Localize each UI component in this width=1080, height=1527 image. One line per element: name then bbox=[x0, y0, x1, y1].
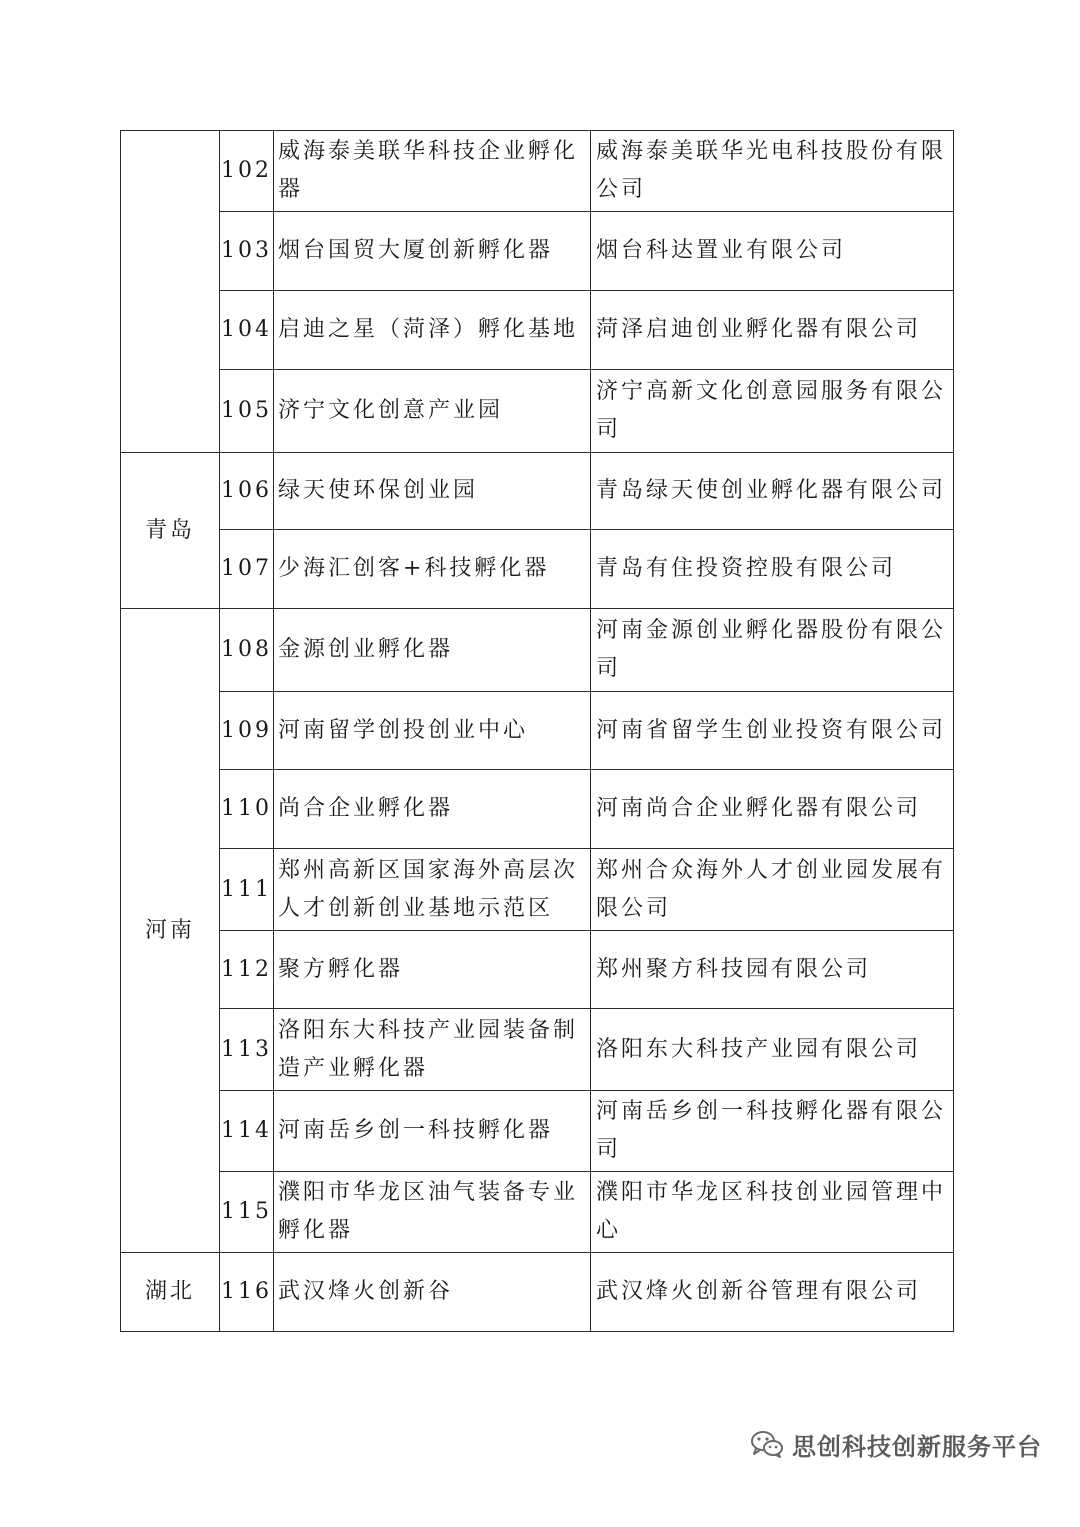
row-number: 103 bbox=[220, 212, 274, 291]
operating-company: 济宁高新文化创意园服务有限公司 bbox=[591, 370, 954, 453]
table-row bbox=[121, 1009, 954, 1091]
region-cell-henan: 河南 bbox=[121, 609, 220, 1253]
table-row bbox=[121, 931, 954, 1009]
row-number: 113 bbox=[220, 1009, 274, 1091]
operating-company: 郑州合众海外人才创业园发展有限公司 bbox=[591, 849, 954, 931]
incubator-name: 威海泰美联华科技企业孵化器 bbox=[274, 131, 591, 212]
operating-company: 菏泽启迪创业孵化器有限公司 bbox=[591, 291, 954, 370]
incubator-name: 河南岳乡创一科技孵化器 bbox=[274, 1091, 591, 1172]
incubator-list-table bbox=[120, 130, 954, 1332]
table-row bbox=[121, 609, 954, 692]
operating-company: 洛阳东大科技产业园有限公司 bbox=[591, 1009, 954, 1091]
table-row bbox=[121, 370, 954, 453]
incubator-name: 濮阳市华龙区油气装备专业孵化器 bbox=[274, 1172, 591, 1253]
table-row bbox=[121, 453, 954, 530]
incubator-name: 金源创业孵化器 bbox=[274, 609, 591, 692]
incubator-name: 尚合企业孵化器 bbox=[274, 770, 591, 849]
table-row bbox=[121, 849, 954, 931]
row-number: 109 bbox=[220, 692, 274, 770]
operating-company: 郑州聚方科技园有限公司 bbox=[591, 931, 954, 1009]
row-number: 116 bbox=[220, 1253, 274, 1332]
table-row bbox=[121, 692, 954, 770]
row-number: 106 bbox=[220, 453, 274, 530]
operating-company: 青岛绿天使创业孵化器有限公司 bbox=[591, 453, 954, 530]
table-row bbox=[121, 530, 954, 609]
incubator-name: 济宁文化创意产业园 bbox=[274, 370, 591, 453]
row-number: 104 bbox=[220, 291, 274, 370]
watermark-text: 思创科技创新服务平台 bbox=[792, 1432, 1042, 1461]
row-number: 107 bbox=[220, 530, 274, 609]
region-cell-hubei: 湖北 bbox=[121, 1253, 220, 1332]
row-number: 115 bbox=[220, 1172, 274, 1253]
table-row bbox=[121, 1253, 954, 1332]
region-cell-blank bbox=[121, 131, 220, 453]
row-number: 110 bbox=[220, 770, 274, 849]
incubator-name: 武汉烽火创新谷 bbox=[274, 1253, 591, 1332]
table-row bbox=[121, 291, 954, 370]
incubator-name: 郑州高新区国家海外高层次人才创新创业基地示范区 bbox=[274, 849, 591, 931]
incubator-name: 河南留学创投创业中心 bbox=[274, 692, 591, 770]
incubator-name: 洛阳东大科技产业园装备制造产业孵化器 bbox=[274, 1009, 591, 1091]
wechat-icon bbox=[750, 1429, 784, 1459]
row-number: 114 bbox=[220, 1091, 274, 1172]
table-row bbox=[121, 1172, 954, 1253]
row-number: 102 bbox=[220, 131, 274, 212]
incubator-name: 烟台国贸大厦创新孵化器 bbox=[274, 212, 591, 291]
operating-company: 烟台科达置业有限公司 bbox=[591, 212, 954, 291]
incubator-name: 启迪之星（菏泽）孵化基地 bbox=[274, 291, 591, 370]
wechat-account-watermark bbox=[750, 1422, 1042, 1466]
operating-company: 濮阳市华龙区科技创业园管理中心 bbox=[591, 1172, 954, 1253]
row-number: 111 bbox=[220, 849, 274, 931]
incubator-name: 聚方孵化器 bbox=[274, 931, 591, 1009]
operating-company: 青岛有住投资控股有限公司 bbox=[591, 530, 954, 609]
incubator-name: 绿天使环保创业园 bbox=[274, 453, 591, 530]
row-number: 105 bbox=[220, 370, 274, 453]
region-cell-qingdao: 青岛 bbox=[121, 453, 220, 609]
table-row bbox=[121, 131, 954, 212]
operating-company: 武汉烽火创新谷管理有限公司 bbox=[591, 1253, 954, 1332]
operating-company: 河南省留学生创业投资有限公司 bbox=[591, 692, 954, 770]
operating-company: 威海泰美联华光电科技股份有限公司 bbox=[591, 131, 954, 212]
table-row bbox=[121, 770, 954, 849]
incubator-name: 少海汇创客+科技孵化器 bbox=[274, 530, 591, 609]
row-number: 112 bbox=[220, 931, 274, 1009]
operating-company: 河南金源创业孵化器股份有限公司 bbox=[591, 609, 954, 692]
operating-company: 河南岳乡创一科技孵化器有限公司 bbox=[591, 1091, 954, 1172]
table-row bbox=[121, 212, 954, 291]
row-number: 108 bbox=[220, 609, 274, 692]
table-row bbox=[121, 1091, 954, 1172]
operating-company: 河南尚合企业孵化器有限公司 bbox=[591, 770, 954, 849]
